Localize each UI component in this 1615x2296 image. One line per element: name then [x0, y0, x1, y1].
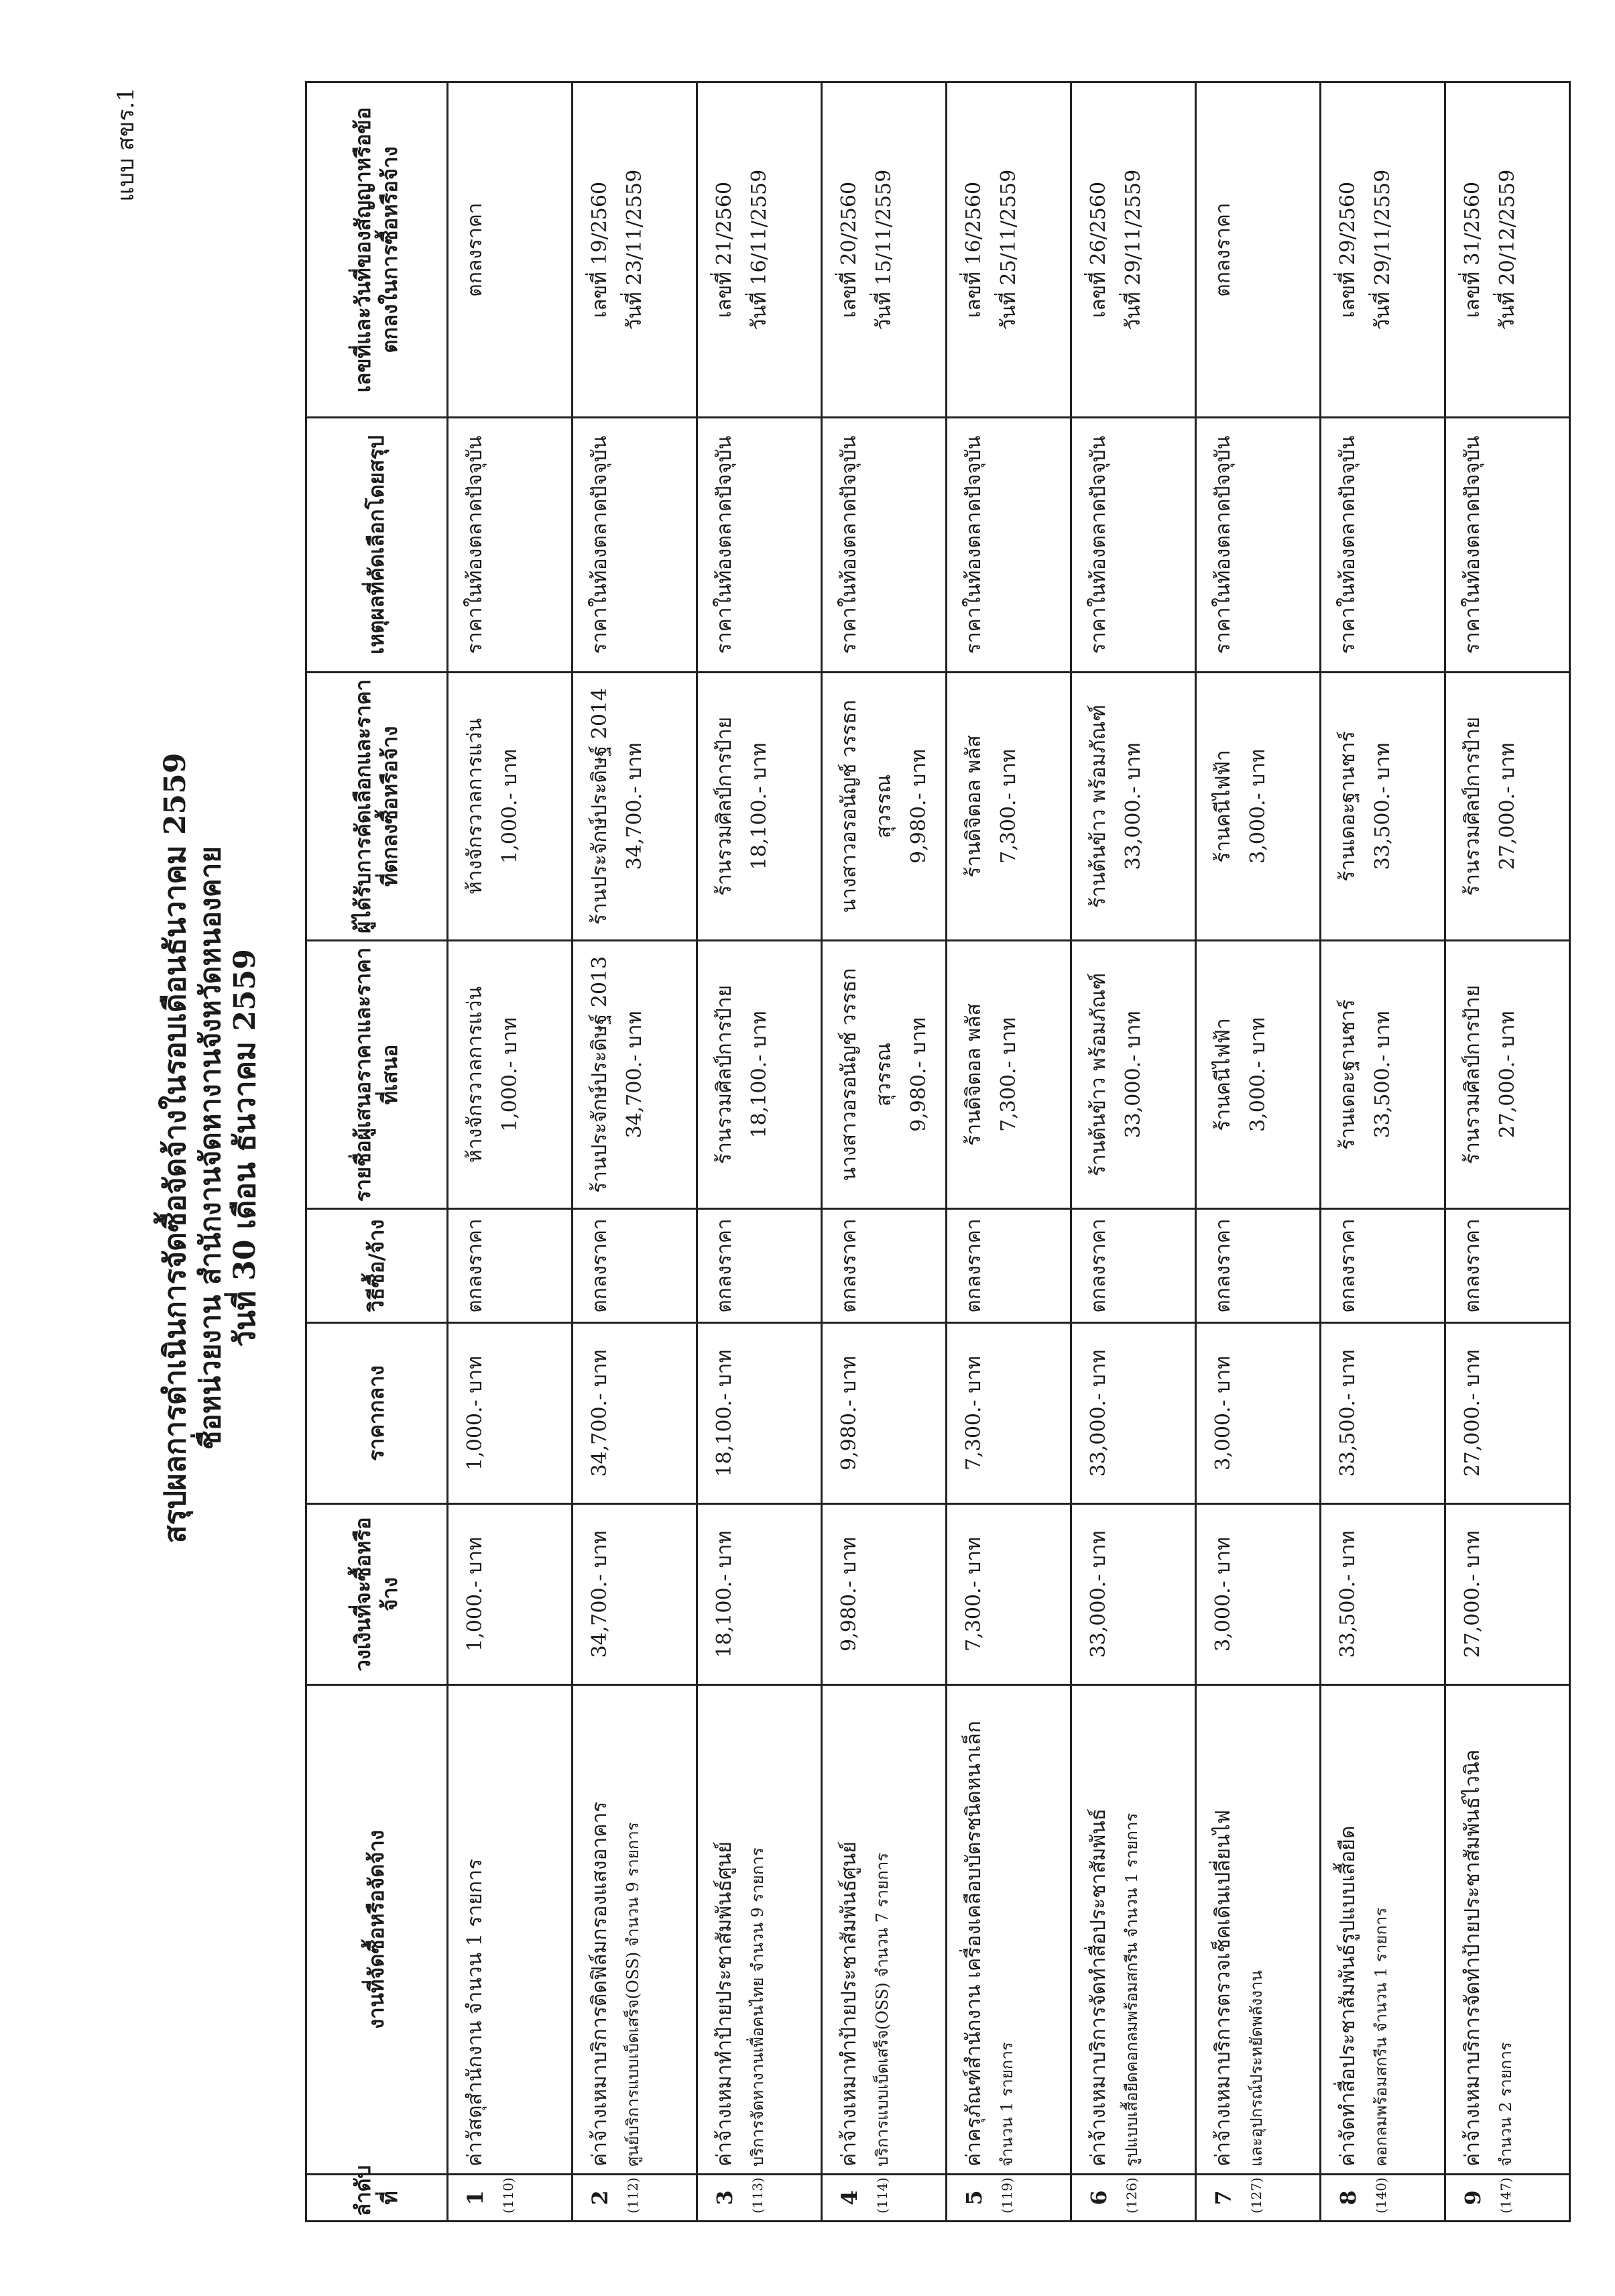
method-cell: ตกลงราคา — [1196, 1209, 1321, 1323]
table-row — [1321, 82, 1445, 2222]
winner-price: 3,000.- บาท — [1246, 749, 1270, 864]
method-cell: ตกลงราคา — [1071, 1209, 1196, 1323]
method-cell: ตกลงราคา — [448, 1209, 573, 1323]
winner-price: 18,100.- บาท — [747, 742, 771, 870]
contract-number: ตกลงราคา — [463, 203, 487, 297]
bidder-cell — [697, 941, 822, 1209]
work-description: ค่าจ้างเหมาบริการจัดทำสื่อประชาสัมพันธ์ — [1087, 1808, 1110, 2167]
winner-name: ร้านรวมศิลป์การป้าย — [713, 716, 736, 897]
row-number-cell — [1445, 2175, 1570, 2222]
bidder-price: 3,000.- บาท — [1246, 1017, 1270, 1132]
reason-cell: ราคาในท้องตลาดปัจจุบัน — [1196, 418, 1321, 673]
winner-name: ร้านต้นข้าว พร้อมภัณฑ์ — [1087, 704, 1110, 909]
form-code: แบบ สขร.1 — [113, 87, 139, 202]
winner-cell — [1196, 673, 1321, 941]
method-cell: ตกลงราคา — [697, 1209, 822, 1323]
contract-date: วันที่ 29/11/2559 — [1371, 169, 1394, 331]
work-description: ค่าจ้างเหมาทำป้ายประชาสัมพันธ์ศูนย์ — [713, 1841, 736, 2167]
row-number: 8 — [1335, 2190, 1361, 2205]
winner-name: ร้านคนีไฟฟ้า — [1211, 750, 1235, 863]
contract-date: วันที่ 29/11/2559 — [1122, 169, 1145, 331]
bidder-cell — [1071, 941, 1196, 1209]
row-reference: (113) — [750, 2177, 766, 2214]
median-price-cell: 3,000.- บาท — [1196, 1323, 1321, 1504]
contract-date: วันที่ 15/11/2559 — [872, 169, 896, 331]
work-description: ค่าจ้างเหมาบริการจัดทำป้ายประชาสัมพันธ์ไวนิล — [1461, 1749, 1484, 2167]
work-description: ค่าจ้างเหมาบริการติดฟิล์มกรองแสงอาคาร — [588, 1801, 611, 2167]
contract-cell — [1196, 82, 1321, 418]
budget-cell: 33,000.- บาท — [1071, 1504, 1196, 1685]
agency-name: ชื่อหน่วยงาน สำนักงานจัดหางานจังหวัดหนองคาย — [194, 846, 227, 1450]
bidder-cell — [1196, 941, 1321, 1209]
work-description-detail: บริการจัดหางานเพื่อคนไทย จำนวน 9 รายการ — [748, 1847, 767, 2167]
table-row — [947, 82, 1071, 2222]
median-price-cell: 33,500.- บาท — [1321, 1323, 1445, 1504]
bidder-price: 33,500.- บาท — [1371, 1011, 1394, 1139]
median-price-cell: 27,000.- บาท — [1445, 1323, 1570, 1504]
contract-cell — [1071, 82, 1196, 418]
budget-cell: 33,500.- บาท — [1321, 1504, 1445, 1685]
budget-cell: 7,300.- บาท — [947, 1504, 1071, 1685]
row-number-cell — [1321, 2175, 1445, 2222]
contract-number: เลขที่ 26/2560 — [1087, 181, 1110, 319]
method-cell: ตกลงราคา — [573, 1209, 697, 1323]
winner-price: 9,980.- บาท — [907, 749, 931, 864]
contract-cell — [697, 82, 822, 418]
budget-cell: 18,100.- บาท — [697, 1504, 822, 1685]
winner-cell — [448, 673, 573, 941]
row-reference: (126) — [1124, 2177, 1140, 2214]
reason-cell: ราคาในท้องตลาดปัจจุบัน — [1321, 418, 1445, 673]
table-row — [1071, 82, 1196, 2222]
table-row — [697, 82, 822, 2222]
document-title: สรุปผลการดำเนินการจัดซื้อจัดจ้างในรอบเดือนธันวาคม 2559 — [158, 752, 192, 1544]
bidder-price: 7,300.- บาท — [997, 1017, 1020, 1132]
winner-name: ร้านรวมศิลป์การป้าย — [1461, 716, 1484, 897]
contract-cell — [1321, 82, 1445, 418]
bidder-name: ร้านดิจิตอล พลัส — [962, 1003, 985, 1146]
budget-cell: 1,000.- บาท — [448, 1504, 573, 1685]
contract-number: เลขที่ 29/2560 — [1336, 181, 1360, 319]
row-reference: (119) — [999, 2177, 1015, 2214]
contract-cell — [1445, 82, 1570, 418]
reason-cell: ราคาในท้องตลาดปัจจุบัน — [697, 418, 822, 673]
work-cell — [697, 1685, 822, 2175]
row-number-cell — [1196, 2175, 1321, 2222]
row-number: 3 — [712, 2190, 737, 2205]
contract-number: เลขที่ 16/2560 — [962, 181, 985, 319]
bidder-name: ร้านรวมศิลป์การป้าย — [713, 984, 736, 1165]
row-number-cell — [448, 2175, 573, 2222]
work-cell — [1445, 1685, 1570, 2175]
work-description: ค่าจัดทำสื่อประชาสัมพันธ์รูปแบบเสื้อยืด — [1336, 1825, 1360, 2167]
table-header-row — [306, 82, 448, 2222]
row-number: 7 — [1211, 2190, 1236, 2205]
bidder-cell — [1321, 941, 1445, 1209]
work-description-detail: บริการแบบเบ็ดเสร็จ(OSS) จำนวน 7 รายการ — [873, 1853, 892, 2167]
bidder-cell — [1445, 941, 1570, 1209]
work-cell — [573, 1685, 697, 2175]
contract-cell — [822, 82, 947, 418]
bidder-cell — [947, 941, 1071, 1209]
work-cell — [947, 1685, 1071, 2175]
contract-number: ตกลงราคา — [1211, 203, 1235, 297]
row-number: 6 — [1086, 2190, 1112, 2205]
header-bidders: รายชื่อผู้เสนอราคาและราคาที่เสนอ — [306, 941, 448, 1209]
row-reference: (127) — [1248, 2177, 1264, 2214]
bidder-name: ร้านต้นข้าว พร้อมภัณฑ์ — [1087, 972, 1110, 1177]
contract-number: เลขที่ 19/2560 — [588, 181, 611, 319]
row-number-cell — [822, 2175, 947, 2222]
work-cell — [1321, 1685, 1445, 2175]
work-description-detail: จำนวน 1 รายการ — [998, 2042, 1016, 2167]
bidder-price: 1,000.- บาท — [498, 1017, 522, 1132]
work-description: ค่าครุภัณฑ์สำนักงาน เครื่องเคลือบบัตรชนิดหนาเล็ก — [962, 1721, 985, 2167]
contract-date: วันที่ 16/11/2559 — [747, 169, 771, 331]
header-winner: ผู้ได้รับการคัดเลือกและราคาที่ตกลงซื้อหรือจ้าง — [306, 673, 448, 941]
contract-number: เลขที่ 31/2560 — [1461, 181, 1484, 319]
winner-name: ร้านประจักษ์ประดิษฐ์ 2014 — [588, 687, 611, 925]
contract-cell — [448, 82, 573, 418]
method-cell: ตกลงราคา — [1321, 1209, 1445, 1323]
winner-price: 33,500.- บาท — [1371, 742, 1394, 870]
winner-name: ร้านเดอะฐานชาร์ — [1336, 731, 1360, 882]
work-description-detail: ศูนย์บริการแบบเบ็ดเสร็จ(OSS) จำนวน 9 รายการ — [623, 1822, 642, 2167]
row-number: 5 — [961, 2190, 987, 2205]
winner-cell — [1321, 673, 1445, 941]
winner-cell — [573, 673, 697, 941]
winner-cell — [697, 673, 822, 941]
bidder-cell — [448, 941, 573, 1209]
work-description-detail: และอุปกรณ์ประหยัดพลังงาน — [1247, 1970, 1266, 2167]
bidder-price: 9,980.- บาท — [907, 1017, 931, 1132]
procurement-table — [305, 81, 1571, 2222]
header-contract: เลขที่และวันที่ของสัญญาหรือข้อตกลงในการซื้อหรือจ้าง — [306, 82, 448, 418]
reason-cell: ราคาในท้องตลาดปัจจุบัน — [822, 418, 947, 673]
method-cell: ตกลงราคา — [1445, 1209, 1570, 1323]
reason-cell: ราคาในท้องตลาดปัจจุบัน — [573, 418, 697, 673]
contract-date: วันที่ 25/11/2559 — [997, 169, 1020, 331]
winner-price: 7,300.- บาท — [997, 749, 1020, 864]
row-number: 4 — [837, 2190, 862, 2205]
work-description: ค่าจ้างเหมาบริการตรวจเช็คเดินเปลี่ยนไฟ — [1211, 1810, 1235, 2167]
bidder-name: ร้านคนีไฟฟ้า — [1211, 1018, 1235, 1131]
row-number: 9 — [1460, 2190, 1486, 2205]
work-cell — [822, 1685, 947, 2175]
budget-cell: 9,980.- บาท — [822, 1504, 947, 1685]
median-price-cell: 7,300.- บาท — [947, 1323, 1071, 1504]
median-price-cell: 1,000.- บาท — [448, 1323, 573, 1504]
bidder-name: ร้านรวมศิลป์การป้าย — [1461, 984, 1484, 1165]
method-cell: ตกลงราคา — [947, 1209, 1071, 1323]
document-date: วันที่ 30 เดือน ธันวาคม 2559 — [228, 949, 262, 1347]
winner-cell — [1071, 673, 1196, 941]
median-price-cell: 33,000.- บาท — [1071, 1323, 1196, 1504]
winner-cell — [1445, 673, 1570, 941]
header-work: งานที่จัดซื้อหรือจัดจ้าง — [306, 1685, 448, 2175]
work-description-detail: รูปแบบเสื้อยืดคอกลมพร้อมสกรีน จำนวน 1 รายการ — [1122, 1813, 1141, 2167]
row-reference: (112) — [625, 2177, 641, 2214]
table-row — [448, 82, 573, 2222]
row-number: 1 — [463, 2190, 488, 2205]
contract-cell — [573, 82, 697, 418]
row-reference: (110) — [500, 2177, 516, 2214]
winner-price: 27,000.- บาท — [1496, 742, 1519, 870]
reason-cell: ราคาในท้องตลาดปัจจุบัน — [1071, 418, 1196, 673]
winner-price: 33,000.- บาท — [1122, 742, 1145, 870]
reason-cell: ราคาในท้องตลาดปัจจุบัน — [947, 418, 1071, 673]
row-number-cell — [697, 2175, 822, 2222]
work-cell — [1196, 1685, 1321, 2175]
row-reference: (140) — [1373, 2177, 1389, 2214]
header-reason: เหตุผลที่คัดเลือกโดยสรุป — [306, 418, 448, 673]
winner-price: 34,700.- บาท — [623, 742, 646, 870]
bidder-price: 34,700.- บาท — [623, 1011, 646, 1139]
work-description: ค่าวัสดุสำนักงาน จำนวน 1 รายการ — [463, 1858, 487, 2167]
table-body — [448, 82, 1570, 2222]
winner-name: ร้านดิจิตอล พลัส — [962, 735, 985, 878]
work-description: ค่าจ้างเหมาทำป้ายประชาสัมพันธ์ศูนย์ — [837, 1841, 861, 2167]
winner-cell — [822, 673, 947, 941]
bidder-cell — [573, 941, 697, 1209]
bidder-price: 33,000.- บาท — [1122, 1011, 1145, 1139]
table-row — [573, 82, 697, 2222]
row-reference: (147) — [1498, 2177, 1514, 2214]
header-no: ลำดับที่ — [306, 2175, 448, 2222]
work-description-detail: จำนวน 2 รายการ — [1496, 2042, 1515, 2167]
work-cell — [1071, 1685, 1196, 2175]
document-title-block — [158, 0, 263, 2296]
winner-cell — [947, 673, 1071, 941]
bidder-price: 27,000.- บาท — [1496, 1011, 1519, 1139]
row-reference: (114) — [874, 2177, 890, 2214]
header-median-price: ราคากลาง — [306, 1323, 448, 1504]
row-number: 2 — [587, 2190, 613, 2205]
budget-cell: 27,000.- บาท — [1445, 1504, 1570, 1685]
work-description-detail: คอกลมพร้อมสกรีน จำนวน 1 รายการ — [1372, 1907, 1390, 2167]
bidder-name: ร้านเดอะฐานชาร์ — [1336, 999, 1360, 1150]
contract-date: วันที่ 20/12/2559 — [1496, 169, 1519, 331]
bidder-price: 18,100.- บาท — [747, 1011, 771, 1139]
median-price-cell: 18,100.- บาท — [697, 1323, 822, 1504]
work-cell — [448, 1685, 573, 2175]
contract-number: เลขที่ 21/2560 — [713, 181, 736, 319]
row-number-cell — [1071, 2175, 1196, 2222]
budget-cell: 3,000.- บาท — [1196, 1504, 1321, 1685]
row-number-cell — [573, 2175, 697, 2222]
bidder-name: ห้างจักรวาลการแว่น — [463, 986, 487, 1163]
row-number-cell — [947, 2175, 1071, 2222]
bidder-name: ร้านประจักษ์ประดิษฐ์ 2013 — [588, 956, 611, 1194]
method-cell: ตกลงราคา — [822, 1209, 947, 1323]
contract-number: เลขที่ 20/2560 — [837, 181, 861, 319]
winner-name: นางสาวอรอนัญช์ วรรธกสุวรรณ — [837, 699, 896, 913]
contract-cell — [947, 82, 1071, 418]
table-row — [1445, 82, 1570, 2222]
table-row — [822, 82, 947, 2222]
reason-cell: ราคาในท้องตลาดปัจจุบัน — [448, 418, 573, 673]
table-row — [1196, 82, 1321, 2222]
contract-date: วันที่ 23/11/2559 — [623, 169, 646, 331]
median-price-cell: 34,700.- บาท — [573, 1323, 697, 1504]
reason-cell: ราคาในท้องตลาดปัจจุบัน — [1445, 418, 1570, 673]
header-budget: วงเงินที่จะซื้อหรือจ้าง — [306, 1504, 448, 1685]
winner-name: ห้างจักรวาลการแว่น — [463, 718, 487, 895]
winner-price: 1,000.- บาท — [498, 749, 522, 864]
bidder-cell — [822, 941, 947, 1209]
bidder-name: นางสาวอรอนัญช์ วรรธกสุวรรณ — [837, 968, 896, 1182]
budget-cell: 34,700.- บาท — [573, 1504, 697, 1685]
header-method: วิธีซื้อ/จ้าง — [306, 1209, 448, 1323]
median-price-cell: 9,980.- บาท — [822, 1323, 947, 1504]
